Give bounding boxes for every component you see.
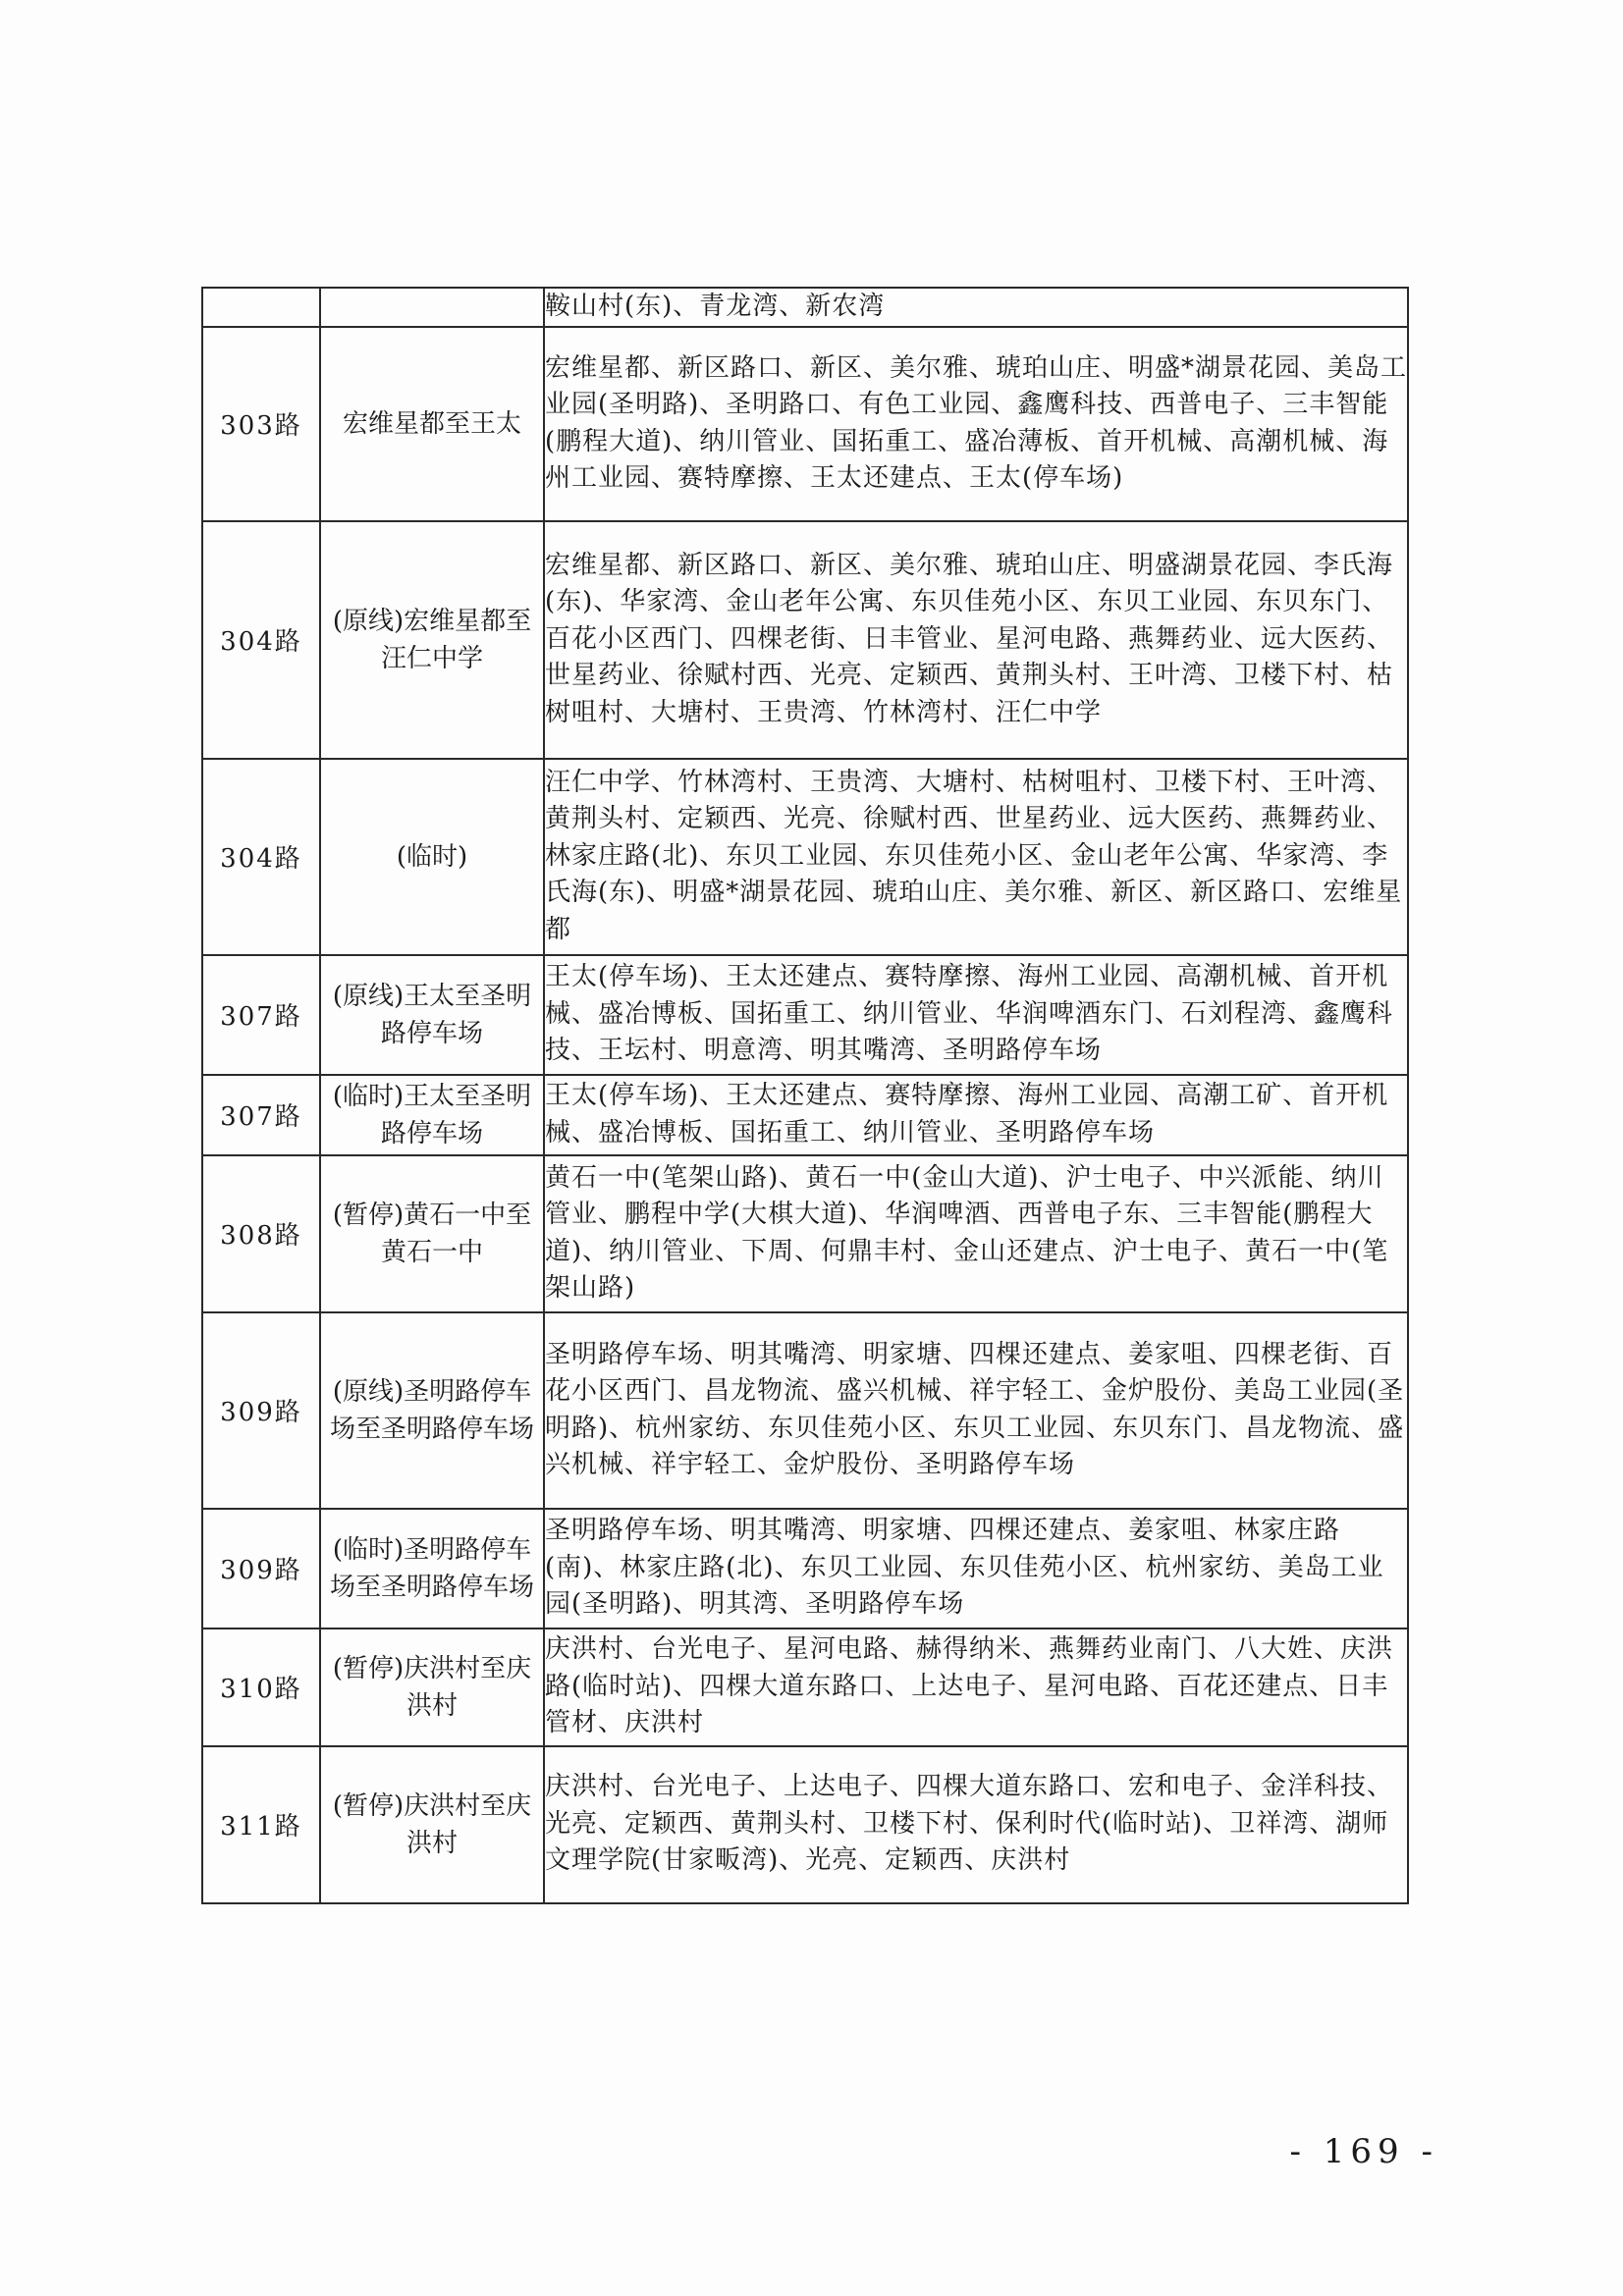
bus-route-table bbox=[201, 287, 1409, 1904]
route-stops: 宏维星都、新区路口、新区、美尔雅、琥珀山庄、明盛湖景花园、李氏海(东)、华家湾、金山老年公寓、东贝佳苑小区、东贝工业园、东贝东门、百花小区西门、四棵老街、日丰管业、星河电路、燕舞药业、远大医药、世星药业、徐赋村西、光亮、定颖西、黄荆头村、王叶湾、卫楼下村、枯树咀村、大塘村、王贵湾、竹林湾村、汪仁中学 bbox=[544, 521, 1408, 759]
table-row bbox=[202, 955, 1408, 1075]
route-description: (原线)圣明路停车场至圣明路停车场 bbox=[320, 1312, 544, 1509]
table-row bbox=[202, 1312, 1408, 1509]
route-stops: 汪仁中学、竹林湾村、王贵湾、大塘村、枯树咀村、卫楼下村、王叶湾、黄荆头村、定颖西、光亮、徐赋村西、世星药业、远大医药、燕舞药业、林家庄路(北)、东贝工业园、东贝佳苑小区、金山老年公寓、华家湾、李氏海(东)、明盛*湖景花园、琥珀山庄、美尔雅、新区、新区路口、宏维星都 bbox=[544, 759, 1408, 955]
route-stops: 圣明路停车场、明其嘴湾、明家塘、四棵还建点、姜家咀、四棵老街、百花小区西门、昌龙物流、盛兴机械、祥宇轻工、金炉股份、美岛工业园(圣明路)、杭州家纺、东贝佳苑小区、东贝工业园、东贝东门、昌龙物流、盛兴机械、祥宇轻工、金炉股份、圣明路停车场 bbox=[544, 1312, 1408, 1509]
table-row bbox=[202, 1629, 1408, 1746]
route-stops: 宏维星都、新区路口、新区、美尔雅、琥珀山庄、明盛*湖景花园、美岛工业园(圣明路)、圣明路口、有色工业园、鑫鹰科技、西普电子、三丰智能(鹏程大道)、纳川管业、国拓重工、盛冶薄板、首开机械、高潮机械、海州工业园、赛特摩擦、王太还建点、王太(停车场) bbox=[544, 327, 1408, 521]
route-number: 304路 bbox=[202, 759, 320, 955]
table-row bbox=[202, 759, 1408, 955]
route-number: 309路 bbox=[202, 1312, 320, 1509]
route-number: 308路 bbox=[202, 1155, 320, 1312]
route-stops: 黄石一中(笔架山路)、黄石一中(金山大道)、沪士电子、中兴派能、纳川管业、鹏程中学(大棋大道)、华润啤酒、西普电子东、三丰智能(鹏程大道)、纳川管业、下周、何鼎丰村、金山还建点、沪士电子、黄石一中(笔架山路) bbox=[544, 1155, 1408, 1312]
table-row bbox=[202, 521, 1408, 759]
table-row bbox=[202, 1746, 1408, 1903]
table-row bbox=[202, 327, 1408, 521]
route-description: (临时) bbox=[320, 759, 544, 955]
route-stops: 鞍山村(东)、青龙湾、新农湾 bbox=[544, 288, 1408, 327]
route-description: (暂停)黄石一中至黄石一中 bbox=[320, 1155, 544, 1312]
route-stops: 庆洪村、台光电子、上达电子、四棵大道东路口、宏和电子、金洋科技、光亮、定颖西、黄荆头村、卫楼下村、保利时代(临时站)、卫祥湾、湖师文理学院(甘家畈湾)、光亮、定颖西、庆洪村 bbox=[544, 1746, 1408, 1903]
route-number: 307路 bbox=[202, 955, 320, 1075]
route-number: 307路 bbox=[202, 1075, 320, 1155]
route-number: 304路 bbox=[202, 521, 320, 759]
route-description: (原线)宏维星都至汪仁中学 bbox=[320, 521, 544, 759]
route-number: 310路 bbox=[202, 1629, 320, 1746]
table-row bbox=[202, 1075, 1408, 1155]
route-description: (原线)王太至圣明路停车场 bbox=[320, 955, 544, 1075]
table-row bbox=[202, 1509, 1408, 1629]
route-number: 309路 bbox=[202, 1509, 320, 1629]
route-description bbox=[320, 288, 544, 327]
route-number: 311路 bbox=[202, 1746, 320, 1903]
route-description: (临时)王太至圣明路停车场 bbox=[320, 1075, 544, 1155]
route-stops: 王太(停车场)、王太还建点、赛特摩擦、海州工业园、高潮工矿、首开机械、盛冶博板、国拓重工、纳川管业、圣明路停车场 bbox=[544, 1075, 1408, 1155]
route-stops: 王太(停车场)、王太还建点、赛特摩擦、海州工业园、高潮机械、首开机械、盛冶博板、国拓重工、纳川管业、华润啤酒东门、石刘程湾、鑫鹰科技、王坛村、明意湾、明其嘴湾、圣明路停车场 bbox=[544, 955, 1408, 1075]
route-stops: 圣明路停车场、明其嘴湾、明家塘、四棵还建点、姜家咀、林家庄路(南)、林家庄路(北)、东贝工业园、东贝佳苑小区、杭州家纺、美岛工业园(圣明路)、明其湾、圣明路停车场 bbox=[544, 1509, 1408, 1629]
page-number: - 169 - bbox=[1289, 2132, 1438, 2171]
route-description: (临时)圣明路停车场至圣明路停车场 bbox=[320, 1509, 544, 1629]
route-description: (暂停)庆洪村至庆洪村 bbox=[320, 1746, 544, 1903]
route-number: 303路 bbox=[202, 327, 320, 521]
route-description: (暂停)庆洪村至庆洪村 bbox=[320, 1629, 544, 1746]
route-number bbox=[202, 288, 320, 327]
table-row bbox=[202, 288, 1408, 327]
route-description: 宏维星都至王太 bbox=[320, 327, 544, 521]
route-stops: 庆洪村、台光电子、星河电路、赫得纳米、燕舞药业南门、八大姓、庆洪路(临时站)、四棵大道东路口、上达电子、星河电路、百花还建点、日丰管材、庆洪村 bbox=[544, 1629, 1408, 1746]
table-row bbox=[202, 1155, 1408, 1312]
